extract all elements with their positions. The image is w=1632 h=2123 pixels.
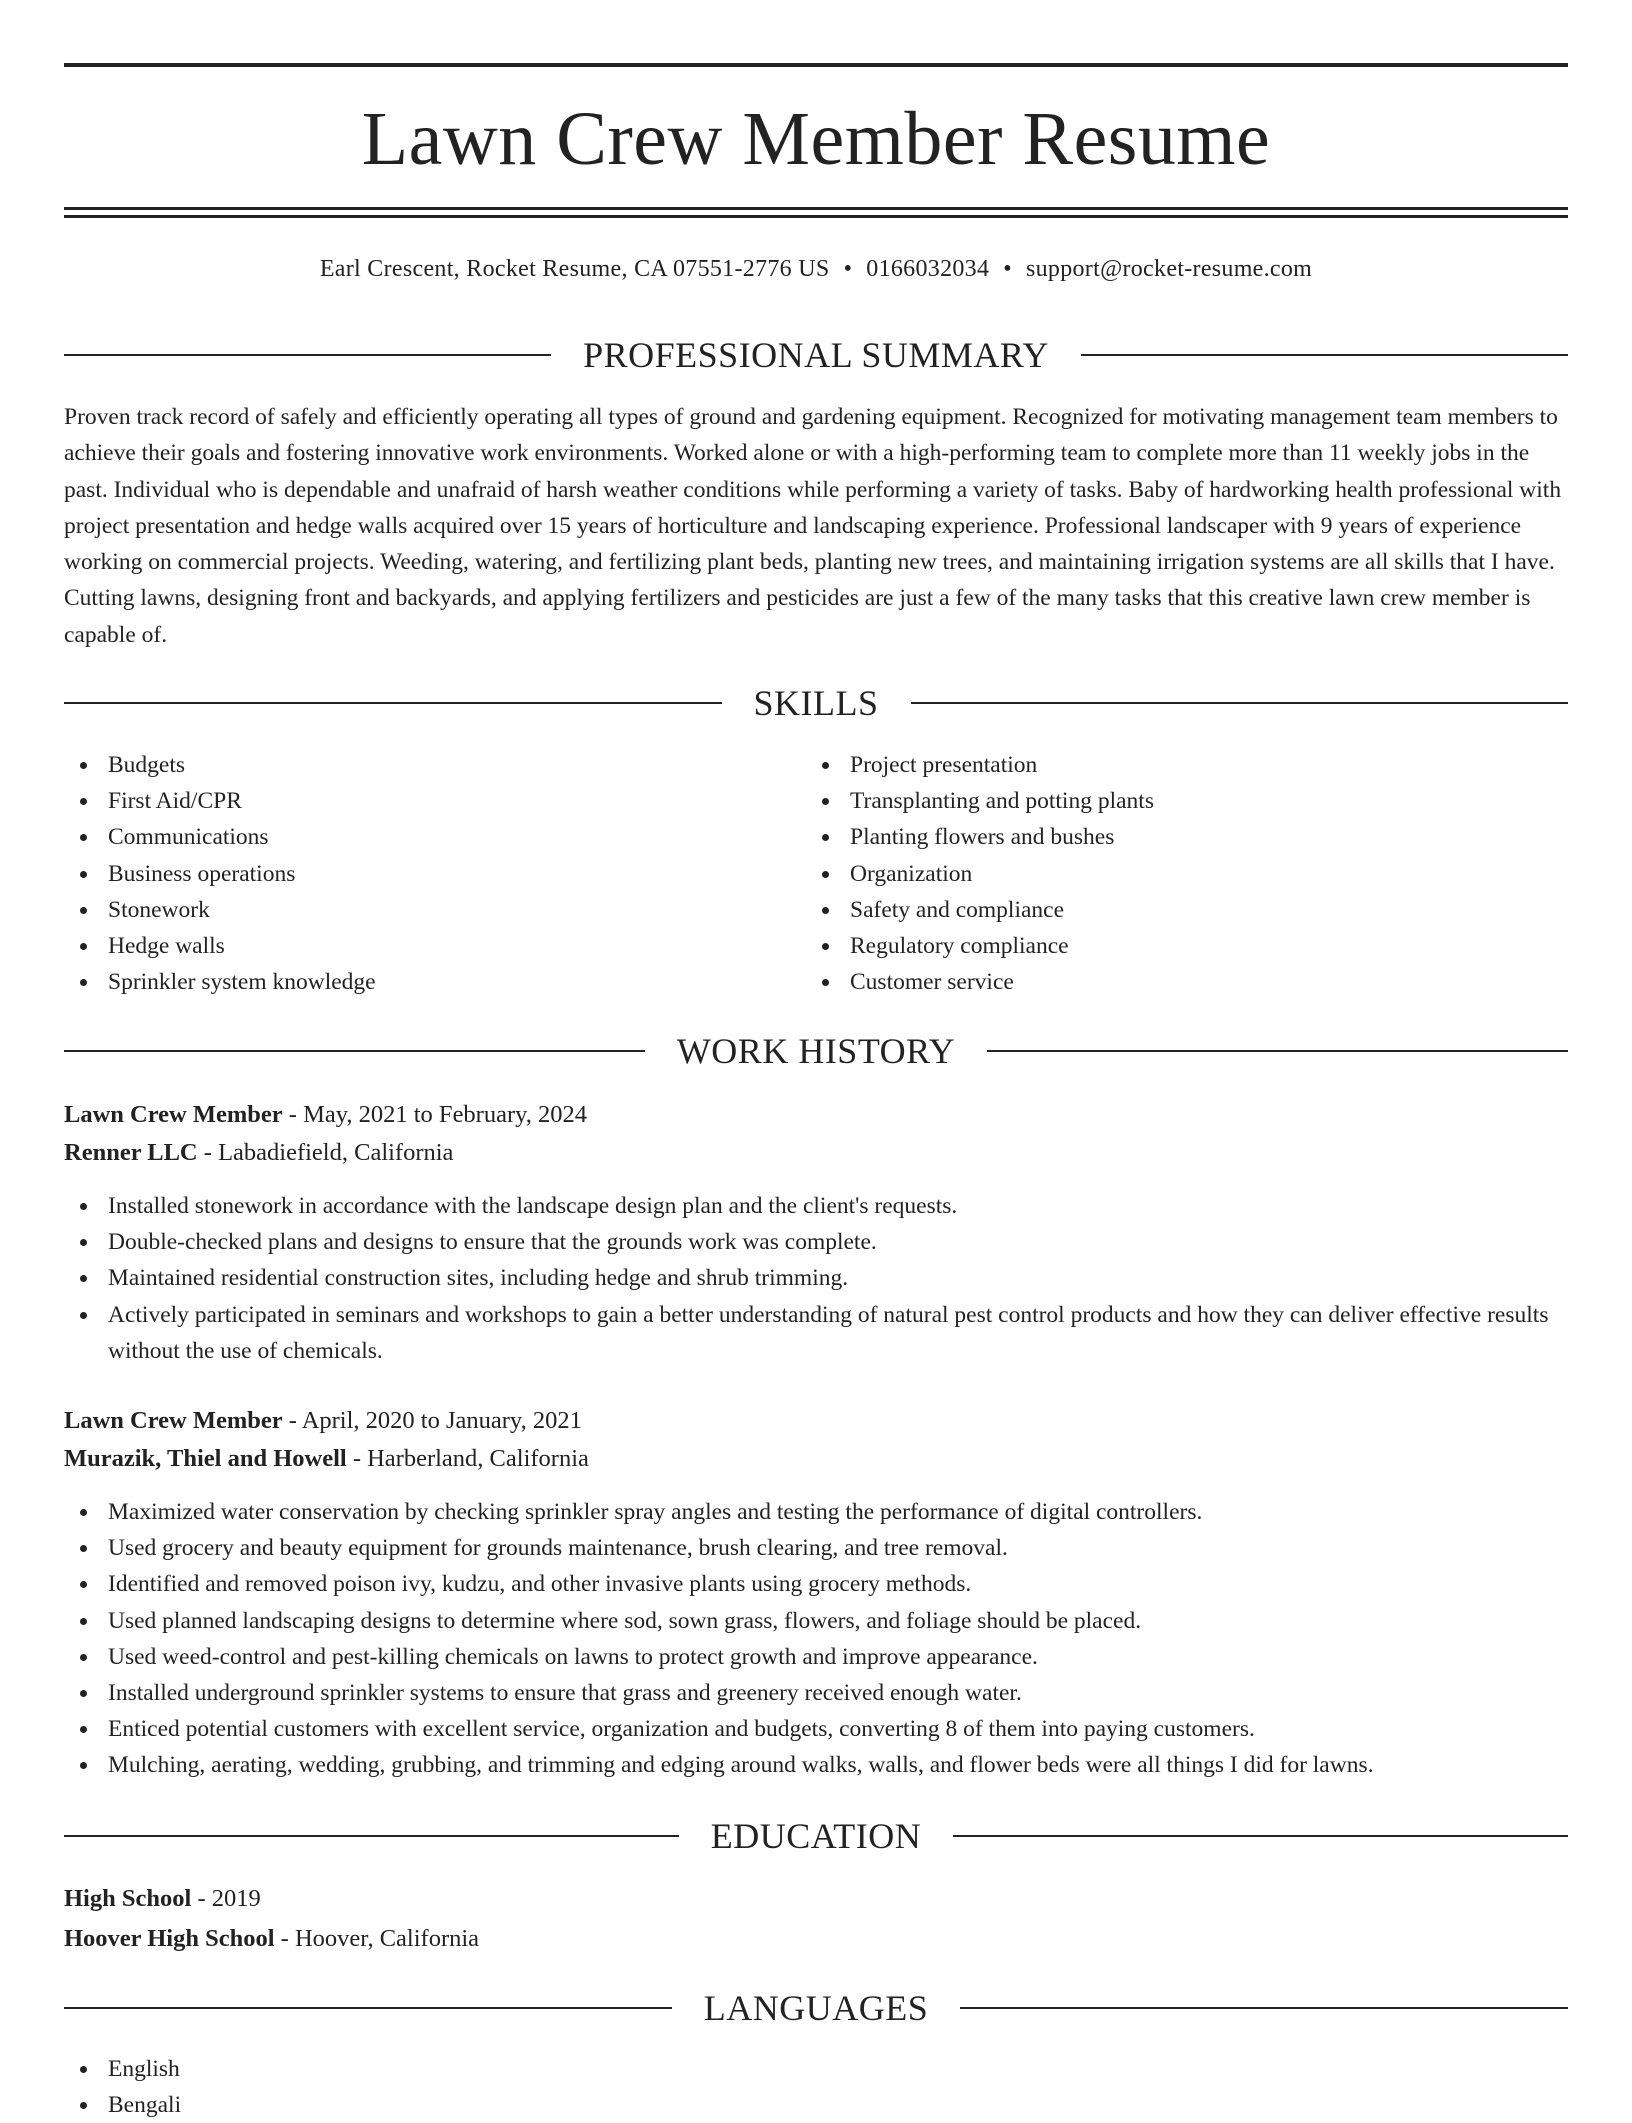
job-bullet: Mulching, aerating, wedding, grubbing, and trimming and edging around walks, walls, and flower beds were all things I did for lawns. xyxy=(64,1747,1568,1783)
skill-item: Hedge walls xyxy=(64,928,806,964)
job-location: Labadiefield, California xyxy=(218,1139,454,1166)
job-bullet: Actively participated in seminars and workshops to gain a better understanding of natural pest control products and how they can deliver effective results without the use of chemicals. xyxy=(64,1297,1568,1369)
job-dates: April, 2020 to January, 2021 xyxy=(301,1407,582,1434)
job-dash: - xyxy=(282,1101,304,1128)
job-bullets xyxy=(64,1494,1568,1784)
skill-item: Customer service xyxy=(806,964,1568,1000)
job-title-line xyxy=(64,1096,1568,1134)
job-dash: - xyxy=(197,1139,219,1166)
education-degree-line xyxy=(64,1880,1568,1918)
heading-rule xyxy=(64,702,722,704)
contact-separator: • xyxy=(1003,256,1012,282)
heading-label: PROFESSIONAL SUMMARY xyxy=(583,335,1049,375)
job-location: Harberland, California xyxy=(367,1445,589,1472)
skill-item: Planting flowers and bushes xyxy=(806,819,1568,855)
job-title: Lawn Crew Member xyxy=(64,1407,283,1434)
job-bullet: Double-checked plans and designs to ensure that the grounds work was complete. xyxy=(64,1224,1568,1260)
education-school-line xyxy=(64,1920,1568,1958)
job-company-line xyxy=(64,1134,1568,1172)
heading-rule xyxy=(64,2007,672,2009)
resume-title: Lawn Crew Member Resume xyxy=(361,97,1271,181)
education-year: 2019 xyxy=(211,1885,261,1912)
education-degree: High School xyxy=(64,1885,192,1912)
title-double-rule xyxy=(64,207,1568,218)
section-heading-summary xyxy=(64,337,1568,373)
section-heading-languages xyxy=(64,1990,1568,2026)
skill-item: Organization xyxy=(806,856,1568,892)
job-entry xyxy=(64,1402,1568,1784)
top-rule xyxy=(64,63,1568,67)
job-dates: May, 2021 to February, 2024 xyxy=(303,1101,588,1128)
job-dash: - xyxy=(282,1407,302,1434)
contact-email: support@rocket-resume.com xyxy=(1025,256,1313,282)
heading-rule xyxy=(911,702,1569,704)
heading-label: EDUCATION xyxy=(710,1816,922,1856)
skill-item: Budgets xyxy=(64,747,806,783)
section-heading-skills xyxy=(64,685,1568,721)
heading-rule xyxy=(64,1835,679,1837)
heading-rule xyxy=(1081,354,1568,356)
job-bullet: Installed underground sprinkler systems to ensure that grass and greenery received enough water. xyxy=(64,1675,1568,1711)
job-bullet: Used planned landscaping designs to determine where sod, sown grass, flowers, and foliage should be placed. xyxy=(64,1603,1568,1639)
skills-grid xyxy=(64,747,1568,1000)
skill-item: Project presentation xyxy=(806,747,1568,783)
job-entry xyxy=(64,1096,1568,1369)
education-dash: - xyxy=(274,1925,295,1952)
job-company: Murazik, Thiel and Howell xyxy=(64,1445,347,1472)
job-bullet: Installed stonework in accordance with the landscape design plan and the client's requests. xyxy=(64,1188,1568,1224)
languages-list xyxy=(64,2051,1568,2123)
job-company-line xyxy=(64,1440,1568,1478)
job-title-line xyxy=(64,1402,1568,1440)
heading-label: SKILLS xyxy=(753,683,879,723)
contact-line xyxy=(64,256,1568,283)
skill-item: Transplanting and potting plants xyxy=(806,783,1568,819)
job-company: Renner LLC xyxy=(64,1139,198,1166)
language-item: Bengali xyxy=(64,2087,1568,2123)
education-entry xyxy=(64,1880,1568,1958)
job-bullet: Enticed potential customers with excellent service, organization and budgets, converting 8 of them into paying customers. xyxy=(64,1711,1568,1747)
contact-phone: 0166032034 xyxy=(866,256,990,282)
job-bullet: Identified and removed poison ivy, kudzu, and other invasive plants using grocery methods. xyxy=(64,1566,1568,1602)
skills-list-right xyxy=(806,747,1568,1000)
skills-list-left xyxy=(64,747,806,1000)
skill-item: Stonework xyxy=(64,892,806,928)
skill-item: Sprinkler system knowledge xyxy=(64,964,806,1000)
section-heading-education xyxy=(64,1818,1568,1854)
contact-address: Earl Crescent, Rocket Resume, CA 07551-2776 US xyxy=(319,256,830,282)
job-bullets xyxy=(64,1188,1568,1369)
heading-label: WORK HISTORY xyxy=(676,1031,956,1071)
skill-item: Safety and compliance xyxy=(806,892,1568,928)
heading-rule xyxy=(64,1050,645,1052)
education-dash: - xyxy=(191,1885,212,1912)
heading-rule xyxy=(64,354,551,356)
job-bullet: Used weed-control and pest-killing chemicals on lawns to protect growth and improve appearance. xyxy=(64,1639,1568,1675)
skill-item: First Aid/CPR xyxy=(64,783,806,819)
skill-item: Business operations xyxy=(64,856,806,892)
heading-label: LANGUAGES xyxy=(703,1988,929,2028)
heading-rule xyxy=(953,1835,1568,1837)
heading-rule xyxy=(960,2007,1568,2009)
job-bullet: Maximized water conservation by checking sprinkler spray angles and testing the performance of digital controllers. xyxy=(64,1494,1568,1530)
contact-separator: • xyxy=(843,256,853,282)
job-bullet: Maintained residential construction sites, including hedge and shrub trimming. xyxy=(64,1260,1568,1296)
language-item: English xyxy=(64,2051,1568,2087)
job-dash: - xyxy=(346,1445,368,1472)
skill-item: Communications xyxy=(64,819,806,855)
job-title: Lawn Crew Member xyxy=(64,1101,283,1128)
summary-text: Proven track record of safely and efficiently operating all types of ground and gardening equipment. Recognized for motivating management team members to achieve their goals and fostering innovative work environments. Worked alone or with a high-performing team to complete more than 11 weekly jobs in the past. Individual who is dependable and unafraid of harsh weather conditions while performing a variety of tasks. Baby of hardworking health professional with project presentation and hedge walls acquired over 15 years of horticulture and landscaping experience. Professional landscaper with 9 years of experience working on commercial projects. Weeding, watering, and fertilizing plant beds, planting new trees, and maintaining irrigation systems are all skills that I have. Cutting lawns, designing front and backyards, and applying fertilizers and pesticides are just a few of the many tasks that this creative lawn crew member is capable of. xyxy=(64,404,1562,648)
job-bullet: Used grocery and beauty equipment for grounds maintenance, brush clearing, and tree removal. xyxy=(64,1530,1568,1566)
heading-rule xyxy=(987,1050,1568,1052)
section-heading-work-history xyxy=(64,1033,1568,1069)
education-school: Hoover High School xyxy=(64,1925,275,1952)
skill-item: Regulatory compliance xyxy=(806,928,1568,964)
education-location: Hoover, California xyxy=(294,1925,480,1952)
